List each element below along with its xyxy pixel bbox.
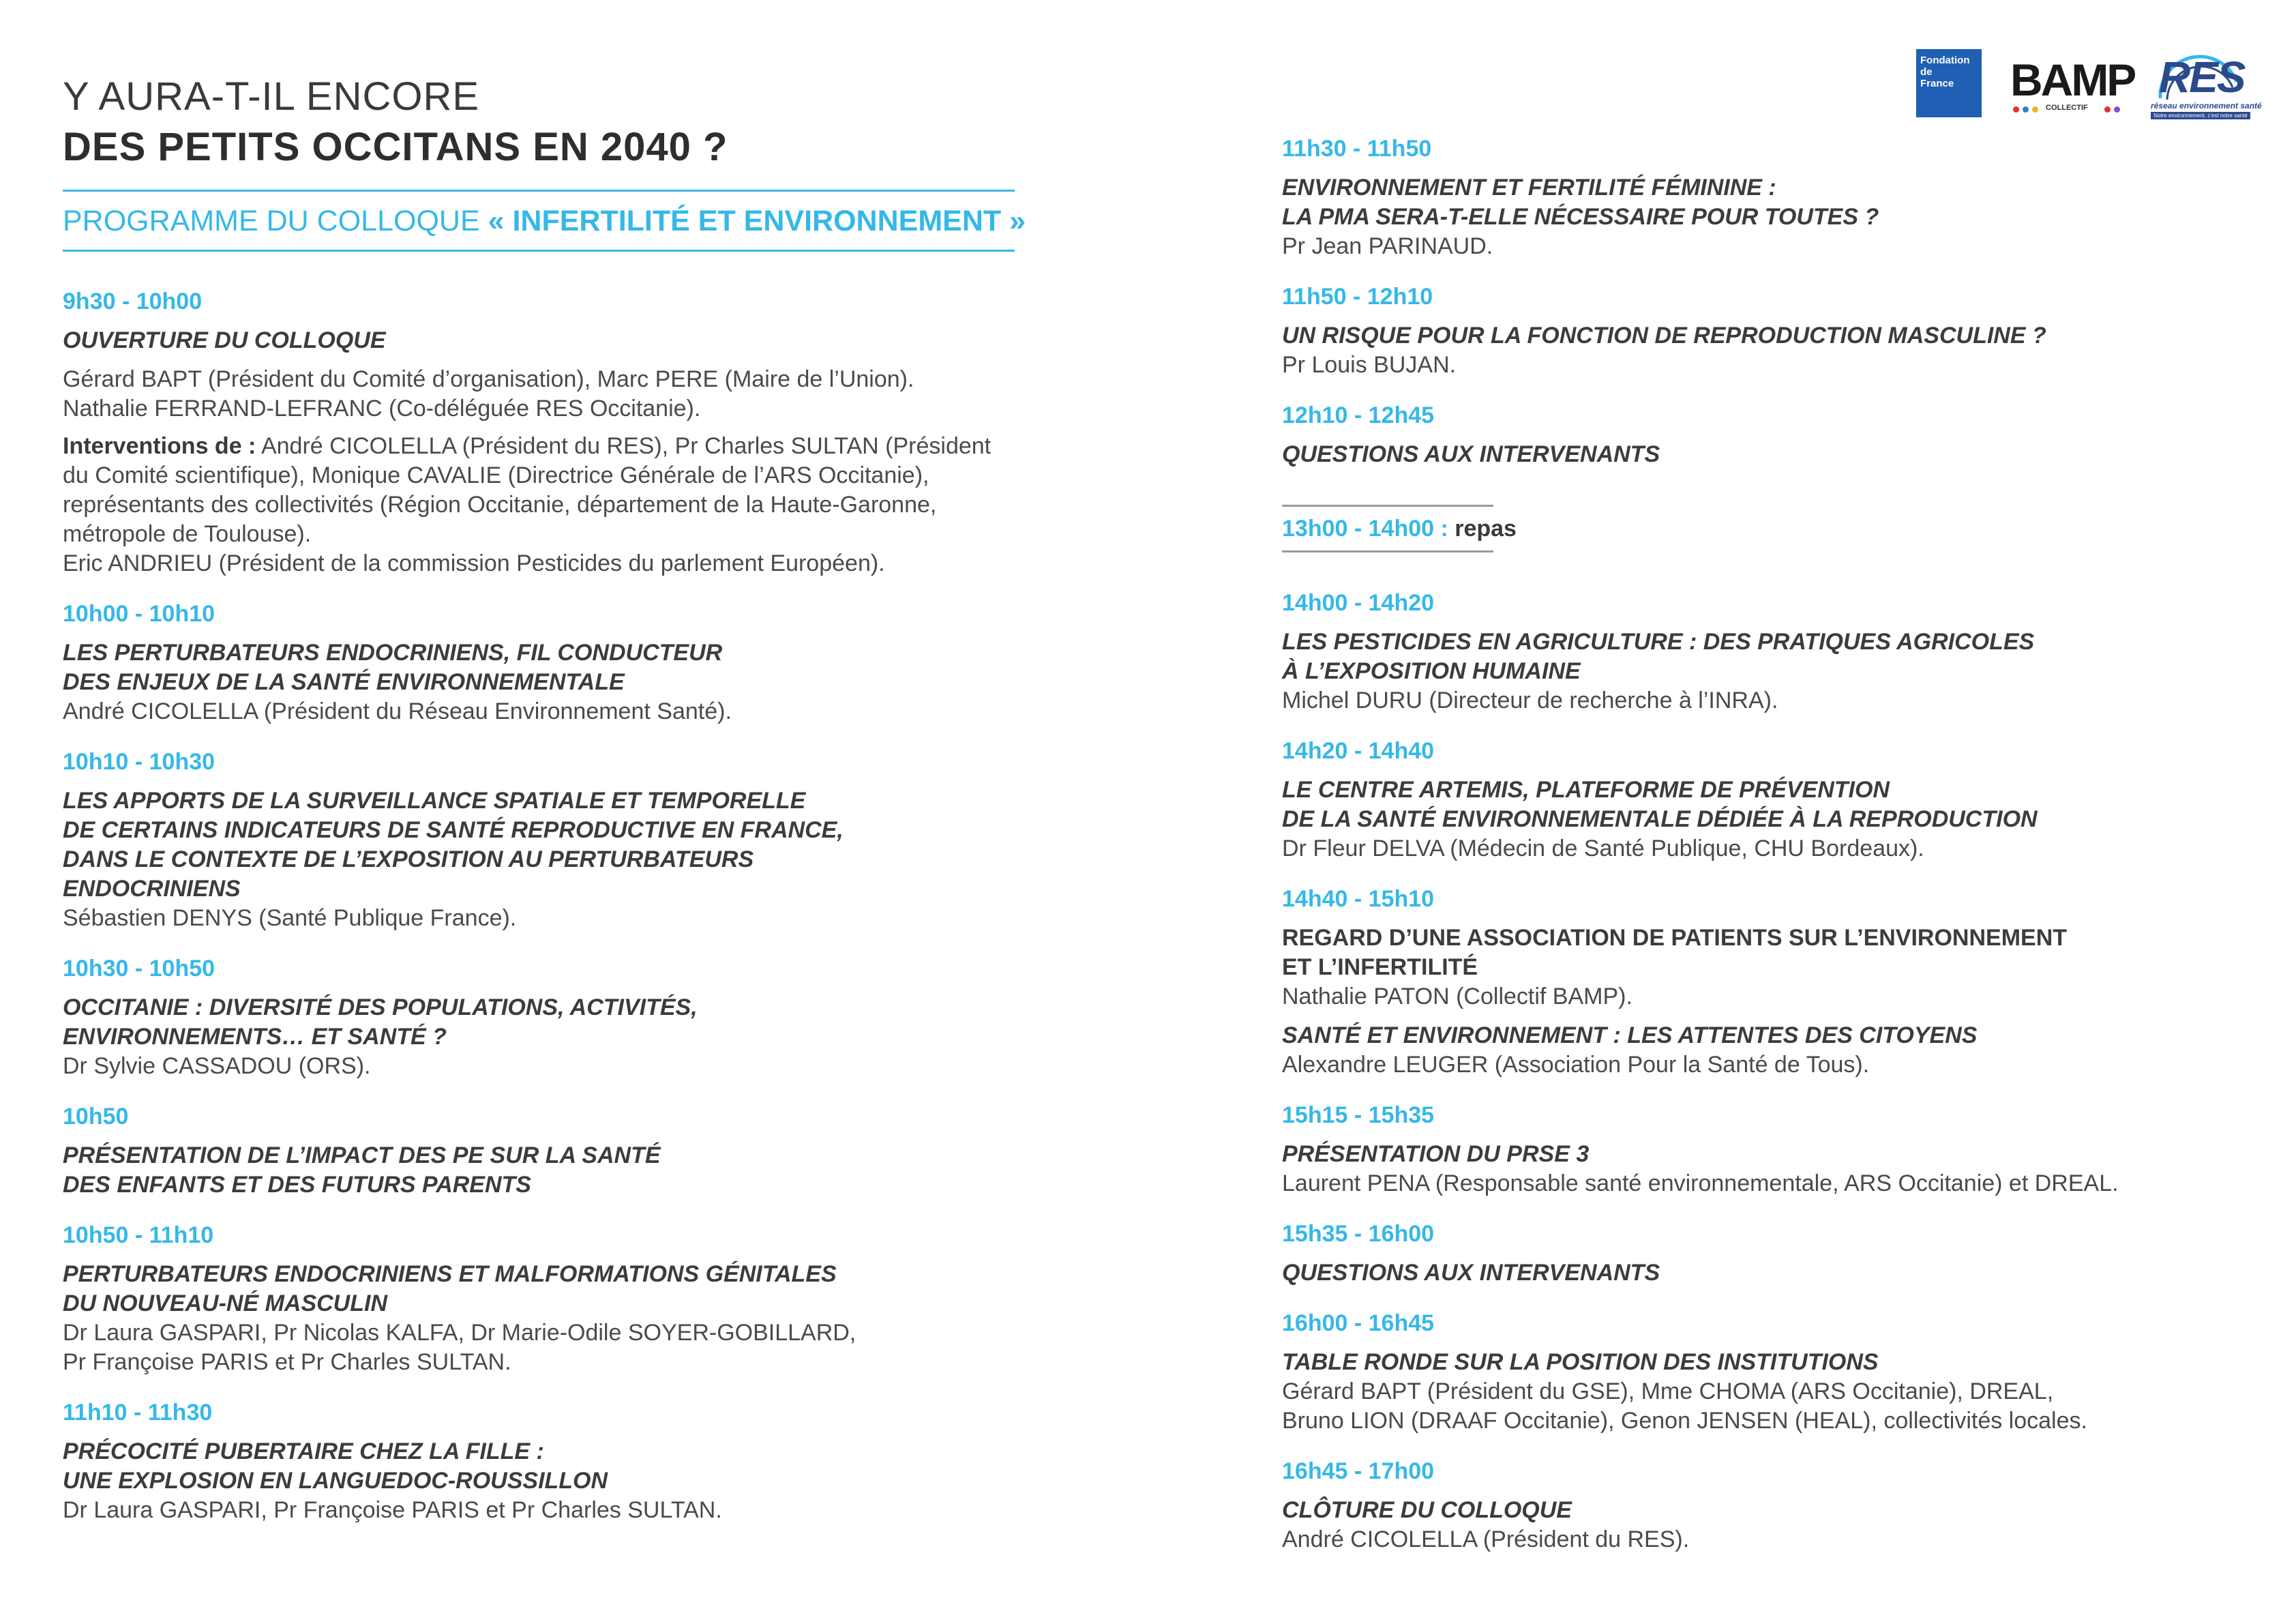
- title-line-2: DES PETITS OCCITANS EN 2040 ?: [63, 125, 728, 169]
- right-session-list-a: [1282, 134, 2264, 469]
- session-speaker: André CICOLELLA (Président du RES).: [1282, 1526, 1690, 1552]
- res-wordmark: RES: [2159, 53, 2245, 102]
- session-title: LES APPORTS DE LA SURVEILLANCE SPATIALE ET TEMPORELLE DE CERTAINS INDICATEURS DE SANTÉ REPRODUCTIVE EN FRANCE, DANS LE CONTEXTE DE L’EXPOSITION AU PERTURBATEURS ENDOCRINIENS: [63, 788, 844, 902]
- subtitle-close-quote: »: [1001, 205, 1026, 237]
- session-block: [1282, 400, 2264, 469]
- session-block: [63, 1102, 1140, 1200]
- right-program: [1282, 134, 2264, 1575]
- session-time: 10h00 - 10h10: [63, 601, 215, 627]
- subtitle-open-quote: «: [479, 205, 513, 237]
- res-logo: [2149, 49, 2262, 123]
- opening-interventions: [63, 432, 1140, 578]
- interventions-text: André CICOLELLA (Président du RES), Pr Charles SULTAN (Président du Comité scientifique), Monique CAVALIE (Directrice Générale de l’ARS Occitanie), représentants des collectivités (Région Occitanie, département de la Haute-Garonne, métropole de Toulouse). Eric ANDRIEU (Président de la commission Pesticides du parlement Européen).: [63, 433, 992, 576]
- partner-logos: [1916, 49, 2262, 124]
- session-speaker: Dr Laura GASPARI, Pr Françoise PARIS et Pr Charles SULTAN.: [63, 1497, 722, 1523]
- bamp-dot-yellow: [2032, 106, 2038, 113]
- fondation-de-france-logo: Fondation de France: [1916, 49, 1982, 117]
- session-title: PERTURBATEURS ENDOCRINIENS ET MALFORMATIONS GÉNITALES DU NOUVEAU-NÉ MASCULIN: [63, 1261, 837, 1316]
- title-line-1: Y AURA-T-IL ENCORE: [63, 74, 480, 119]
- session-time: 11h10 - 11h30: [63, 1400, 213, 1426]
- interventions-label: Interventions de :: [63, 433, 256, 459]
- session-time: 11h50 - 12h10: [1282, 284, 1433, 310]
- session-speaker: Gérard BAPT (Président du GSE), Mme CHOMA (ARS Occitanie), DREAL, Bruno LION (DRAAF Occitanie), Genon JENSEN (HEAL), collectivités locales.: [1282, 1378, 2087, 1434]
- session-speaker: Dr Sylvie CASSADOU (ORS).: [63, 1053, 371, 1079]
- session-block: [63, 1220, 1140, 1377]
- left-program: [63, 286, 1140, 1546]
- right-session-list-c: [1282, 1100, 2264, 1554]
- left-session-list: [63, 599, 1140, 1525]
- session-title: QUESTIONS AUX INTERVENANTS: [1282, 1260, 1660, 1286]
- session-speaker: Dr Laura GASPARI, Pr Nicolas KALFA, Dr Marie-Odile SOYER-GOBILLARD, Pr Françoise PARIS et Pr Charles SULTAN.: [63, 1320, 856, 1375]
- session-block: [63, 954, 1140, 1081]
- session-speaker-2: Alexandre LEUGER (Association Pour la Santé de Tous).: [1282, 1052, 1870, 1078]
- session-title: OCCITANIE : DIVERSITÉ DES POPULATIONS, ACTIVITÉS, ENVIRONNEMENTS… ET SANTÉ ?: [63, 994, 698, 1050]
- session-block: [1282, 1456, 2264, 1554]
- session-speaker: Pr Louis BUJAN.: [1282, 352, 1457, 378]
- session-block: [63, 1398, 1140, 1525]
- session-time: 11h30 - 11h50: [1282, 136, 1432, 162]
- bamp-subtitle: COLLECTIF: [2046, 104, 2088, 112]
- session-title-2: SANTÉ ET ENVIRONNEMENT : LES ATTENTES DES CITOYENS: [1282, 1022, 1978, 1048]
- session-title: ENVIRONNEMENT ET FERTILITÉ FÉMININE : LA PMA SERA-T-ELLE NÉCESSAIRE POUR TOUTES ?: [1282, 175, 1879, 230]
- program-subtitle: [63, 205, 1026, 238]
- bamp-wordmark: BAMP: [2010, 55, 2135, 105]
- session-title: TABLE RONDE SUR LA POSITION DES INSTITUTIONS: [1282, 1349, 1879, 1375]
- session-title: CLÔTURE DU COLLOQUE: [1282, 1497, 1572, 1523]
- spacer: [63, 355, 1140, 365]
- session-speaker: Pr Jean PARINAUD.: [1282, 233, 1493, 259]
- session-title: LES PERTURBATEURS ENDOCRINIENS, FIL CONDUCTEUR DES ENJEUX DE LA SANTÉ ENVIRONNEMENTALE: [63, 640, 723, 695]
- subtitle-prefix: PROGRAMME DU COLLOQUE: [63, 205, 480, 237]
- session-block: [1282, 588, 2264, 715]
- session-time: 14h20 - 14h40: [1282, 738, 1435, 764]
- lunch-break: [1282, 505, 1517, 552]
- lunch-rule-bottom: [1282, 550, 1493, 552]
- bamp-dot-red-2: [2104, 106, 2111, 113]
- session-title: REGARD D’UNE ASSOCIATION DE PATIENTS SUR L’ENVIRONNEMENT ET L’INFERTILITÉ: [1282, 925, 2068, 980]
- patients-block: [1282, 884, 2264, 1080]
- top-rule: [63, 190, 1015, 192]
- session-time: 9h30 - 10h00: [63, 289, 203, 314]
- spacer: [1282, 1012, 2264, 1021]
- session-block: [1282, 282, 2264, 380]
- session-title: QUESTIONS AUX INTERVENANTS: [1282, 441, 1660, 467]
- lunch-text: [1282, 507, 1517, 550]
- opening-block: [63, 286, 1140, 578]
- session-time: 10h50 - 11h10: [63, 1222, 214, 1248]
- session-time: 15h15 - 15h35: [1282, 1102, 1435, 1128]
- res-subtitle: réseau environnement santé: [2151, 101, 2262, 110]
- bottom-rule: [63, 250, 1015, 252]
- bamp-logo: [2010, 56, 2133, 117]
- session-speaker: Laurent PENA (Responsable santé environnementale, ARS Occitanie) et DREAL.: [1282, 1170, 2119, 1196]
- session-speaker: Michel DURU (Directeur de recherche à l’INRA).: [1282, 688, 1778, 713]
- session-time: 10h30 - 10h50: [63, 956, 215, 981]
- session-title: PRÉSENTATION DE L’IMPACT DES PE SUR LA SANTÉ DES ENFANTS ET DES FUTURS PARENTS: [63, 1142, 661, 1198]
- session-title: OUVERTURE DU COLLOQUE: [63, 327, 386, 353]
- session-block: [63, 747, 1140, 933]
- session-title: PRÉCOCITÉ PUBERTAIRE CHEZ LA FILLE : UNE EXPLOSION EN LANGUEDOC-ROUSSILLON: [63, 1438, 608, 1494]
- session-time: 10h50: [63, 1104, 129, 1130]
- session-speaker: André CICOLELLA (Président du Réseau Environnement Santé).: [63, 698, 732, 724]
- session-time: 15h35 - 16h00: [1282, 1221, 1435, 1247]
- session-title: LE CENTRE ARTEMIS, PLATEFORME DE PRÉVENTION DE LA SANTÉ ENVIRONNEMENTALE DÉDIÉE À LA REPRODUCTION: [1282, 777, 2038, 832]
- session-block: [1282, 1219, 2264, 1288]
- session-title: LES PESTICIDES EN AGRICULTURE : DES PRATIQUES AGRICOLES À L’EXPOSITION HUMAINE: [1282, 629, 2035, 684]
- bamp-dot-purple: [2114, 106, 2120, 113]
- session-speaker: Sébastien DENYS (Santé Publique France).: [63, 905, 517, 931]
- opening-hosts: Gérard BAPT (Président du Comité d’organisation), Marc PERE (Maire de l’Union). Nathalie FERRAND-LEFRANC (Co-déléguée RES Occitanie).: [63, 366, 914, 422]
- session-block: [1282, 1308, 2264, 1436]
- session-block: [1282, 736, 2264, 863]
- session-time: 10h10 - 10h30: [63, 749, 215, 775]
- session-time: 14h40 - 15h10: [1282, 886, 1435, 912]
- session-title: PRÉSENTATION DU PRSE 3: [1282, 1141, 1590, 1167]
- session-time: 12h10 - 12h45: [1282, 402, 1435, 428]
- res-tagline: Notre environnement, c'est notre santé: [2151, 112, 2250, 119]
- lunch-label: repas: [1448, 516, 1517, 542]
- subtitle-strong: INFERTILITÉ ET ENVIRONNEMENT: [512, 205, 1002, 237]
- right-session-list-b: [1282, 588, 2264, 863]
- session-time: 16h00 - 16h45: [1282, 1310, 1435, 1336]
- bamp-dot-blue: [2023, 106, 2029, 113]
- session-block: [1282, 1100, 2264, 1198]
- session-time: 16h45 - 17h00: [1282, 1458, 1435, 1484]
- session-block: [63, 599, 1140, 726]
- bamp-dot-red: [2013, 106, 2019, 113]
- session-speaker: Dr Fleur DELVA (Médecin de Santé Publique, CHU Bordeaux).: [1282, 836, 1924, 861]
- session-block: [1282, 134, 2264, 261]
- session-time: 14h00 - 14h20: [1282, 590, 1435, 616]
- lunch-time: 13h00 - 14h00 :: [1282, 516, 1448, 542]
- session-speaker: Nathalie PATON (Collectif BAMP).: [1282, 984, 1632, 1009]
- session-title: UN RISQUE POUR LA FONCTION DE REPRODUCTION MASCULINE ?: [1282, 323, 2046, 349]
